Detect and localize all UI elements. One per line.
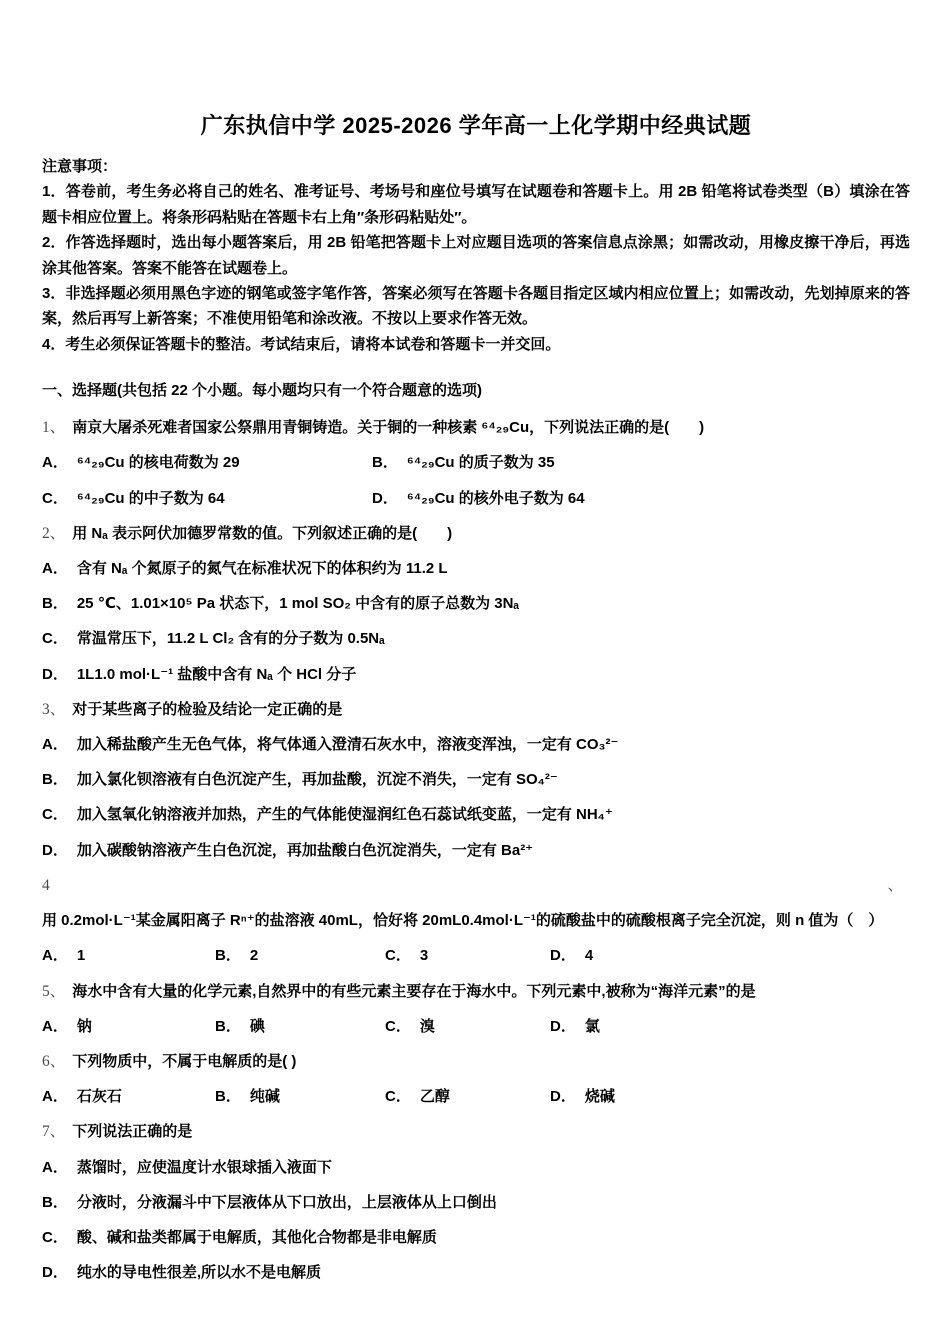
option-label: C． — [385, 1017, 411, 1035]
notice-heading: 注意事项： — [42, 158, 118, 175]
option-7-b — [42, 1185, 910, 1220]
option-2-c — [42, 621, 910, 656]
option-text: 钠 — [76, 1017, 92, 1035]
option-text: 加入碳酸钠溶液产生白色沉淀，再加盐酸白色沉淀消失，一定有 Ba²⁺ — [76, 841, 534, 859]
question-5 — [42, 974, 910, 1044]
question-3-stem — [42, 692, 910, 727]
notice-item-1: 1．答卷前，考生务必将自己的姓名、准考证号、考场号和座位号填写在试题卷和答题卡上。用 2B 铅笔将试卷类型（B）填涂在答题卡相应位置上。将条形码粘贴在答题卡右上角″条形码粘贴处″。 — [42, 183, 910, 226]
option-text: 常温常压下，11.2 L Cl₂ 含有的分子数为 0.5Nₐ — [76, 630, 385, 648]
question-7-options — [42, 1150, 910, 1291]
question-7-stem — [42, 1114, 910, 1149]
option-text: 2 — [249, 947, 259, 965]
option-5-a — [42, 1009, 215, 1044]
question-stem-text: 海水中含有大量的化学元素,自然界中的有些元素主要存在于海水中。下列元素中,被称为“海洋元素”的是 — [72, 982, 756, 1000]
option-text: 氯 — [584, 1017, 600, 1035]
option-label: C． — [42, 806, 68, 824]
question-number: 7、 — [42, 1123, 66, 1141]
option-label: B． — [42, 771, 68, 789]
option-text: 1L1.0 mol·L⁻¹ 盐酸中含有 Nₐ 个 HCl 分子 — [76, 665, 357, 683]
option-text: ⁶⁴₂₉Cu 的核电荷数为 29 — [76, 454, 240, 472]
option-label: C． — [42, 489, 68, 507]
question-number: 4、 — [42, 876, 903, 894]
option-label: D． — [372, 489, 398, 507]
option-text: 3 — [419, 947, 429, 965]
notice-item-4: 4．考生必须保证答题卡的整洁。考试结束后，请将本试卷和答题卡一并交回。 — [42, 335, 561, 353]
option-4-c — [385, 938, 550, 973]
question-stem-text: 下列说法正确的是 — [72, 1123, 193, 1141]
option-label: A． — [42, 1158, 68, 1176]
question-6 — [42, 1044, 910, 1114]
question-4-options — [42, 938, 910, 973]
option-text: 加入氯化钡溶液有白色沉淀产生，再加盐酸，沉淀不消失，一定有 SO₄²⁻ — [76, 771, 558, 789]
option-4-b — [215, 938, 385, 973]
option-label: B． — [42, 1193, 68, 1211]
option-text: 含有 Nₐ 个氮原子的氮气在标准状况下的体积约为 11.2 L — [76, 560, 448, 578]
question-5-options — [42, 1009, 910, 1044]
option-label: A． — [42, 560, 68, 578]
question-2 — [42, 516, 910, 692]
option-3-b — [42, 762, 910, 797]
option-6-d — [550, 1079, 910, 1114]
option-label: A． — [42, 1017, 68, 1035]
questions-list — [42, 410, 910, 1290]
option-label: C． — [385, 1088, 411, 1106]
option-1-d — [372, 481, 910, 516]
option-label: B． — [215, 1017, 241, 1035]
option-label: B． — [215, 1088, 241, 1106]
question-stem-text: 用 Nₐ 表示阿伏加德罗常数的值。下列叙述正确的是( ) — [72, 524, 453, 542]
section-header: 一、选择题(共包括 22 个小题。每小题均只有一个符合题意的选项) — [42, 382, 483, 400]
question-stem-text: 南京大屠杀死难者国家公祭鼎用青铜铸造。关于铜的一种核素 ⁶⁴₂₉Cu，下列说法正确的是( ) — [72, 419, 705, 437]
question-6-options — [42, 1079, 910, 1114]
option-label: D． — [550, 947, 576, 965]
option-1-c — [42, 481, 372, 516]
question-number: 6、 — [42, 1052, 66, 1070]
option-label: C． — [42, 1228, 68, 1246]
question-4 — [42, 868, 910, 974]
option-4-d — [550, 938, 910, 973]
option-label: A． — [42, 1088, 68, 1106]
question-3 — [42, 692, 910, 868]
option-text: 25 ℃、1.01×10⁵ Pa 状态下，1 mol SO₂ 中含有的原子总数为 3Nₐ — [76, 595, 520, 613]
option-label: D． — [42, 841, 68, 859]
question-number: 1、 — [42, 419, 66, 437]
option-text: 烧碱 — [584, 1088, 615, 1106]
question-2-stem — [42, 516, 910, 551]
question-number: 3、 — [42, 700, 66, 718]
page-title: 广东执信中学 2025-2026 学年高一上化学期中经典试题 — [200, 113, 752, 138]
option-label: C． — [385, 947, 411, 965]
option-label: D． — [42, 1264, 68, 1282]
notice-item-3: 3．非选择题必须用黑色字迹的钢笔或签字笔作答，答案必须写在答题卡各题目指定区域内相应位置上；如需改动，先划掉原来的答案，然后再写上新答案；不准使用铅笔和涂改液。不按以上要求作答无效。 — [42, 285, 910, 328]
option-text: 加入稀盐酸产生无色气体，将气体通入澄清石灰水中，溶液变浑浊，一定有 CO₃²⁻ — [76, 736, 619, 754]
question-stem-text: 下列物质中，不属于电解质的是( ) — [72, 1052, 297, 1070]
option-label: A． — [42, 947, 68, 965]
option-label: D． — [550, 1088, 576, 1106]
question-3-options — [42, 727, 910, 868]
option-6-c — [385, 1079, 550, 1114]
question-7 — [42, 1114, 910, 1290]
option-text: 石灰石 — [76, 1088, 122, 1106]
option-text: 1 — [76, 947, 86, 965]
option-6-a — [42, 1079, 215, 1114]
option-text: 乙醇 — [419, 1088, 450, 1106]
option-label: B． — [215, 947, 241, 965]
option-4-a — [42, 938, 215, 973]
notice-item-2: 2．作答选择题时，选出每小题答案后，用 2B 铅笔把答题卡上对应题目选项的答案信息点涂黑；如需改动，用橡皮擦干净后，再选涂其他答案。答案不能答在试题卷上。 — [42, 234, 910, 277]
option-label: C． — [42, 630, 68, 648]
option-7-a — [42, 1150, 910, 1185]
option-7-d — [42, 1255, 910, 1290]
option-5-b — [215, 1009, 385, 1044]
option-text: 加入氢氧化钠溶液并加热，产生的气体能使湿润红色石蕊试纸变蓝，一定有 NH₄⁺ — [76, 806, 613, 824]
option-1-b — [372, 445, 910, 480]
question-2-options — [42, 551, 910, 692]
option-text: 酸、碱和盐类都属于电解质，其他化合物都是非电解质 — [76, 1228, 437, 1246]
question-number: 2、 — [42, 524, 66, 542]
option-label: D． — [550, 1017, 576, 1035]
option-text: 纯碱 — [249, 1088, 280, 1106]
option-text: ⁶⁴₂₉Cu 的中子数为 64 — [76, 489, 225, 507]
option-text: 4 — [584, 947, 594, 965]
option-7-c — [42, 1220, 910, 1255]
option-text: 碘 — [249, 1017, 265, 1035]
question-number: 5、 — [42, 982, 66, 1000]
question-1-options — [42, 445, 910, 515]
option-text: 分液时，分液漏斗中下层液体从下口放出，上层液体从上口倒出 — [76, 1193, 497, 1211]
question-1 — [42, 410, 910, 516]
option-text: ⁶⁴₂₉Cu 的核外电子数为 64 — [406, 489, 585, 507]
option-5-c — [385, 1009, 550, 1044]
question-1-stem — [42, 410, 910, 445]
question-stem-text: 用 0.2mol·L⁻¹某金属阳离子 Rⁿ⁺的盐溶液 40mL，恰好将 20mL0.4mol·L⁻¹的硫酸盐中的硫酸根离子完全沉淀，则 n 值为（ ） — [42, 912, 884, 930]
option-6-b — [215, 1079, 385, 1114]
option-label: A． — [42, 736, 68, 754]
option-3-c — [42, 797, 910, 832]
option-text: 蒸馏时，应使温度计水银球插入液面下 — [76, 1158, 332, 1176]
option-label: A． — [42, 454, 68, 472]
option-label: B． — [42, 595, 68, 613]
question-4-stem — [42, 868, 910, 938]
option-3-a — [42, 727, 910, 762]
option-5-d — [550, 1009, 910, 1044]
option-label: B． — [372, 454, 398, 472]
option-text: 溴 — [419, 1017, 435, 1035]
option-1-a — [42, 445, 372, 480]
notice-section — [42, 154, 910, 357]
option-label: D． — [42, 665, 68, 683]
option-2-d — [42, 657, 910, 692]
option-3-d — [42, 833, 910, 868]
question-5-stem — [42, 974, 910, 1009]
option-text: ⁶⁴₂₉Cu 的质子数为 35 — [406, 454, 555, 472]
option-2-a — [42, 551, 910, 586]
question-6-stem — [42, 1044, 910, 1079]
question-stem-text: 对于某些离子的检验及结论一定正确的是 — [72, 700, 343, 718]
option-2-b — [42, 586, 910, 621]
option-text: 纯水的导电性很差,所以水不是电解质 — [76, 1264, 322, 1282]
